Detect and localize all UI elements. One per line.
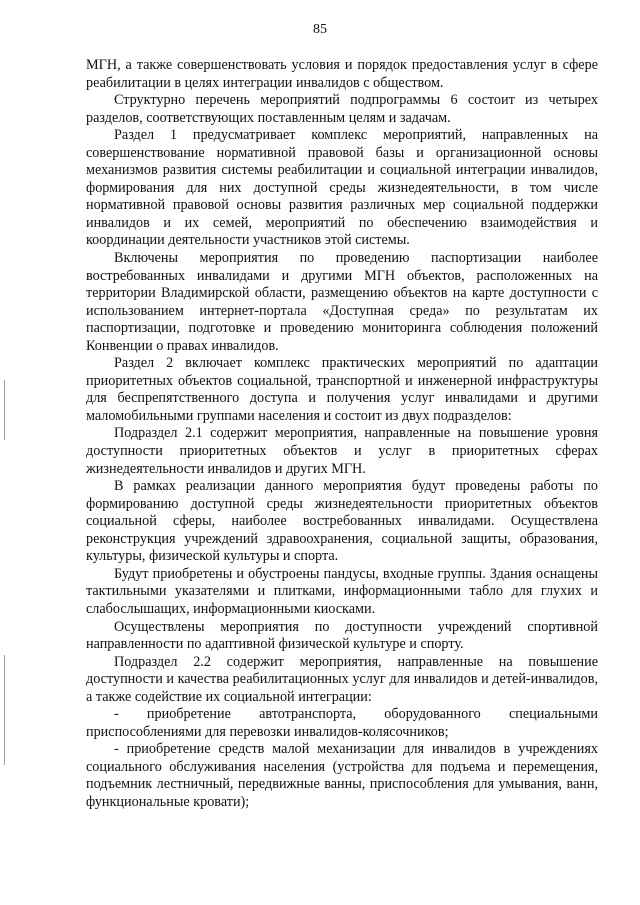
scan-margin-mark: [4, 655, 5, 765]
list-item-2: - приобретение средств малой механизации для инвалидов в учреждениях социального обслуживания населения (устройства для подъема и перемещения, подъемник лестничный, передвижные ванны, приспособления для умывания, ванн, функциональные кровати);: [86, 741, 598, 810]
paragraph-3: Раздел 1 предусматривает комплекс мероприятий, направленных на совершенствование нормативной правовой базы и организационной основы механизмов развития системы реабилитации и социальной интеграции инвалидов, формирования для них доступной среды жизнедеятельности, в том числе нормативной правовой основы развития различных мер социальной поддержки инвалидов и их семей, мероприятий по обеспечению взаимодействия и координации деятельности участников этой системы.: [86, 127, 598, 249]
paragraph-4: Включены мероприятия по проведению паспортизации наиболее востребованных инвалидами и другими МГН объектов, расположенных на территории Владимирской области, размещению объектов на карте доступности с использованием интернет-портала «Доступная среда» по результатам их паспортизации, подготовке и проведению мониторинга соблюдения положений Конвенции о правах инвалидов.: [86, 250, 598, 354]
page-number: 85: [313, 22, 327, 37]
paragraph-2: Структурно перечень мероприятий подпрограммы 6 состоит из четырех разделов, соответствующих поставленным целям и задачам.: [86, 92, 598, 126]
paragraph-9: Осуществлены мероприятия по доступности учреждений спортивной направленности по адаптивной физической культуре и спорту.: [86, 618, 598, 653]
paragraph-7: В рамках реализации данного мероприятия будут проведены работы по формированию доступной среды жизнедеятельности приоритетных объектов социальной сферы, наиболее востребованных инвалидами. Осуществлена реконструкция учреждений здравоохранения, социальной защиты, образования, культуры, физической культуры и спорта.: [86, 478, 598, 565]
scan-margin-mark: [4, 380, 5, 440]
paragraph-10: Подраздел 2.2 содержит мероприятия, направленные на повышение доступности и качества реабилитационных услуг для инвалидов и детей-инвалидов, а также содействие их социальной интеграции:: [86, 653, 598, 705]
paragraph-5: Раздел 2 включает комплекс практических мероприятий по адаптации приоритетных объектов социальной, транспортной и инженерной инфраструктуры для беспрепятственного доступа и получения услуг инвалидами и другими маломобильными группами населения и состоит из двух подразделов:: [86, 355, 598, 424]
list-item-1: - приобретение автотранспорта, оборудованного специальными приспособлениями для перевозки инвалидов-колясочников;: [86, 706, 598, 740]
paragraph-1: МГН, а также совершенствовать условия и порядок предоставления услуг в сфере реабилитации в целях интеграции инвалидов с обществом.: [86, 57, 598, 91]
document-body: [86, 57, 598, 812]
paragraph-8: Будут приобретены и обустроены пандусы, входные группы. Здания оснащены тактильными указателями и плитками, информационными табло для глухих и слабослышащих, информационными киосками.: [86, 565, 598, 617]
paragraph-6: Подраздел 2.1 содержит мероприятия, направленные на повышение уровня доступности приоритетных объектов и услуг в приоритетных сферах жизнедеятельности инвалидов и других МГН.: [86, 425, 598, 477]
